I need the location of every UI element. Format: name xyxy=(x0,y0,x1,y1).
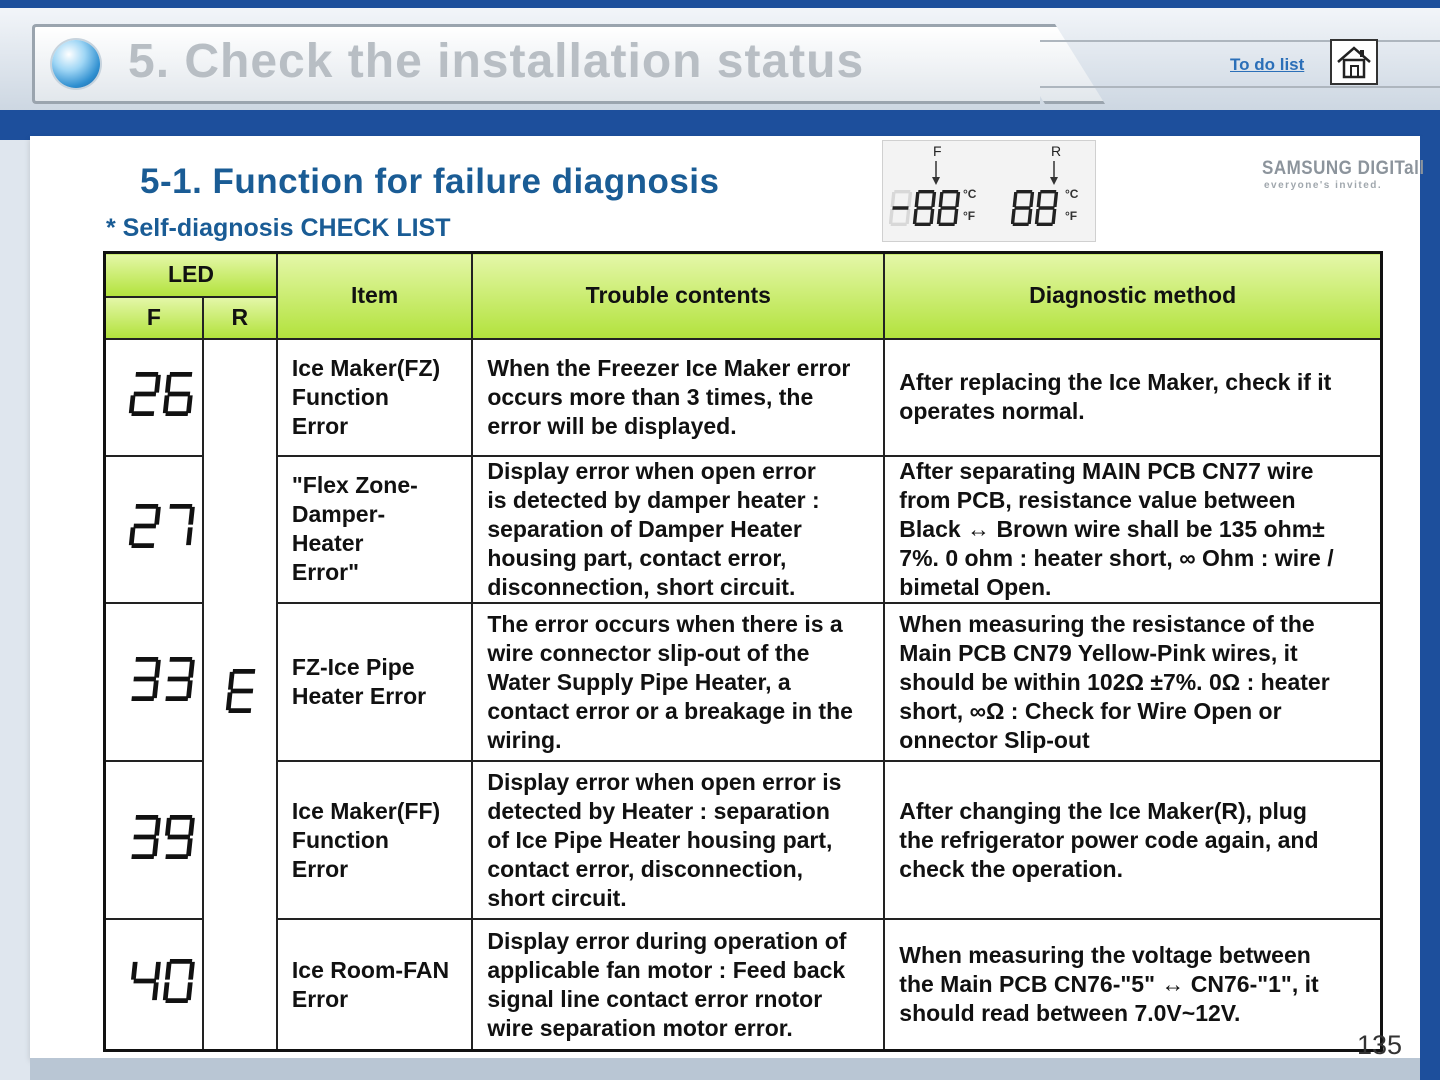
method-cell-line: When measuring the voltage between xyxy=(899,942,1311,969)
item-cell-line: "Flex Zone- xyxy=(291,472,418,499)
segment-a xyxy=(1040,190,1056,193)
segment-d xyxy=(891,223,907,226)
segment-a xyxy=(170,657,193,662)
table-row xyxy=(105,339,1382,456)
item-cell-line: Error xyxy=(291,855,349,882)
f-code-display xyxy=(120,807,200,867)
segment-f xyxy=(1037,192,1042,207)
trouble-cell xyxy=(472,339,884,456)
segment-e xyxy=(937,209,942,224)
table-row xyxy=(105,919,1382,1050)
trouble-cell-line: occurs more than 3 times, the xyxy=(487,383,814,410)
segment-b xyxy=(188,659,195,677)
segment-e xyxy=(889,209,894,224)
trouble-cell-line: Water Supply Pipe Heater, a xyxy=(487,668,791,695)
method-cell-line: After separating MAIN PCB CN77 wire xyxy=(899,457,1314,484)
segment-f xyxy=(228,672,235,690)
table-row xyxy=(105,761,1382,919)
segment-b xyxy=(188,507,195,525)
method-cell xyxy=(884,761,1381,919)
segment-g xyxy=(940,206,956,209)
item-cell-line: Heater xyxy=(291,530,364,557)
item-cell-line: Error xyxy=(291,985,349,1012)
f-code-display xyxy=(120,951,200,1011)
method-cell-line: Black ↔ Brown wire shall be 135 ohm± xyxy=(899,515,1325,542)
segment-b xyxy=(955,192,960,207)
item-cell-line: Ice Maker(FF) xyxy=(291,797,441,824)
segment-a xyxy=(136,815,159,820)
f-unit-c: °C xyxy=(963,187,977,201)
segment-f xyxy=(165,375,172,393)
trouble-cell-line: is detected by damper heater : xyxy=(487,486,820,513)
method-cell-line: 7%. 0 ohm : heater short, ∞ Ohm : wire / xyxy=(899,544,1334,571)
trouble-cell-line: When the Freezer Ice Maker error xyxy=(487,354,851,381)
segment-d xyxy=(939,223,955,226)
f-code-display xyxy=(120,496,200,556)
method-cell-line: the refrigerator power code again, and xyxy=(899,826,1319,853)
segment-b xyxy=(154,659,161,677)
segment-c xyxy=(929,209,934,224)
item-cell-line: Error xyxy=(291,412,349,439)
r-display-digits xyxy=(1011,184,1091,234)
r-unit-c: °C xyxy=(1065,187,1079,201)
trouble-cell-line: detected by Heater : separation xyxy=(487,797,830,824)
segment-b xyxy=(154,507,161,525)
segment-g xyxy=(916,206,932,209)
trouble-cell-line: separation of Damper Heater xyxy=(487,515,802,542)
segment-g xyxy=(133,676,156,681)
item-cell-line: FZ-Ice Pipe xyxy=(291,654,415,680)
segment-c xyxy=(186,838,193,856)
segment-c xyxy=(905,209,910,224)
checklist-label: * Self-diagnosis CHECK LIST xyxy=(106,214,451,242)
segment-e xyxy=(129,395,136,413)
segment-c xyxy=(152,838,159,856)
segment-g xyxy=(1038,206,1054,209)
method-cell-line: the Main PCB CN76-"5" ↔ CN76-"1", it xyxy=(899,971,1319,998)
trouble-cell xyxy=(472,603,884,761)
trouble-cell-line: Display error during operation of xyxy=(487,927,847,954)
segment-a xyxy=(136,504,159,509)
r-code-display xyxy=(219,661,269,721)
segment-b xyxy=(154,962,161,980)
segment-d xyxy=(1037,223,1053,226)
segment-d xyxy=(915,223,931,226)
method-cell-line: After replacing the Ice Maker, check if it xyxy=(899,369,1332,396)
item-cell-line: Heater Error xyxy=(291,683,427,709)
header-r: R xyxy=(203,297,277,339)
segment-c xyxy=(186,983,193,1001)
segment-a xyxy=(232,669,255,674)
f-code-cell xyxy=(105,456,203,603)
f-code-cell xyxy=(105,761,203,919)
segment-f xyxy=(165,962,172,980)
display-panel xyxy=(882,140,1096,242)
header-method: Diagnostic method xyxy=(884,253,1381,339)
segment-a xyxy=(1016,190,1032,193)
segment-c xyxy=(953,209,958,224)
segment-b xyxy=(1029,192,1034,207)
right-blue-strip xyxy=(1420,136,1440,1080)
trouble-cell-line: wire separation motor error. xyxy=(487,1014,793,1041)
segment-e xyxy=(913,209,918,224)
trouble-cell xyxy=(472,456,884,603)
method-cell-line: Main PCB CN79 Yellow-Pink wires, it xyxy=(899,639,1298,666)
r-unit-f: °F xyxy=(1065,209,1078,223)
segment-g xyxy=(230,688,253,693)
segment-g xyxy=(1014,206,1030,209)
segment-b xyxy=(154,375,161,393)
segment-a xyxy=(170,815,193,820)
segment-a xyxy=(942,190,958,193)
panel-f-label: F xyxy=(933,143,942,159)
section-subtitle: 5-1. Function for failure diagnosis xyxy=(140,162,720,201)
segment-f xyxy=(915,192,920,207)
method-cell-line: short, ∞Ω : Check for Wire Open or xyxy=(899,697,1282,724)
bottom-strip xyxy=(30,1058,1420,1080)
segment-c xyxy=(186,395,193,413)
segment-g xyxy=(133,834,156,839)
segment-f xyxy=(939,192,944,207)
trouble-cell-line: wire connector slip-out of the xyxy=(487,639,810,666)
trouble-cell-line: signal line contact error rnotor xyxy=(487,985,823,1012)
segment-a xyxy=(170,372,193,377)
trouble-cell-line: wiring. xyxy=(487,726,562,753)
segment-g xyxy=(167,391,190,396)
f-unit-f: °F xyxy=(963,209,976,223)
header-item: Item xyxy=(277,253,472,339)
segment-a xyxy=(136,657,159,662)
segment-d xyxy=(228,708,251,713)
top-blue-bar xyxy=(0,0,1440,8)
item-cell-line: Error" xyxy=(291,559,360,586)
brand-logo: SAMSUNG DIGITall xyxy=(1262,156,1425,179)
segment-d xyxy=(131,854,154,859)
segment-e xyxy=(163,395,170,413)
item-cell xyxy=(277,761,472,919)
segment-a xyxy=(170,959,193,964)
item-cell xyxy=(277,339,472,456)
item-cell-line: Ice Room-FAN xyxy=(291,956,450,983)
segment-e xyxy=(129,527,136,545)
home-icon xyxy=(1336,45,1372,79)
segment-a xyxy=(170,504,193,509)
header-f: F xyxy=(105,297,203,339)
segment-d xyxy=(131,696,154,701)
segment-d xyxy=(131,543,154,548)
trouble-cell-line: Display error when open error is xyxy=(487,768,842,795)
segment-c xyxy=(186,527,193,545)
segment-d xyxy=(131,411,154,416)
page-number: 135 xyxy=(1357,1030,1403,1060)
segment-d xyxy=(165,854,188,859)
home-button[interactable] xyxy=(1330,39,1378,85)
segment-d xyxy=(165,411,188,416)
segment-c xyxy=(1051,209,1056,224)
segment-a xyxy=(136,372,159,377)
segment-f xyxy=(1013,192,1018,207)
segment-f xyxy=(891,192,896,207)
item-cell-line: Function xyxy=(291,826,389,853)
trouble-cell-line: contact error, disconnection, xyxy=(487,855,804,882)
diagnosis-table xyxy=(103,251,1383,1052)
segment-e xyxy=(226,692,233,710)
header-trouble: Trouble contents xyxy=(472,253,884,339)
method-cell-line: from PCB, resistance value between xyxy=(899,486,1296,513)
method-cell xyxy=(884,919,1381,1050)
segment-b xyxy=(931,192,936,207)
trouble-cell-line: short circuit. xyxy=(487,884,627,911)
f-code-cell xyxy=(105,603,203,761)
segment-b xyxy=(188,818,195,836)
trouble-cell-line: Display error when open error xyxy=(487,457,816,484)
r-code-cell xyxy=(203,339,277,1051)
item-cell xyxy=(277,456,472,603)
item-cell-line: Function xyxy=(291,383,389,410)
segment-a xyxy=(894,190,910,193)
segment-d xyxy=(1013,223,1029,226)
segment-d xyxy=(165,998,188,1003)
method-cell-line: After changing the Ice Maker(R), plug xyxy=(899,797,1307,824)
item-cell-line: Ice Maker(FZ) xyxy=(291,354,441,381)
method-cell xyxy=(884,339,1381,456)
segment-g xyxy=(167,676,190,681)
method-cell xyxy=(884,603,1381,761)
method-cell-line: When measuring the resistance of the xyxy=(899,610,1315,637)
method-cell-line: bimetal Open. xyxy=(899,573,1052,600)
brand-tagline: everyone's invited. xyxy=(1264,180,1383,191)
item-cell-line: Damper- xyxy=(291,501,386,528)
segment-g xyxy=(133,523,156,528)
segment-g xyxy=(133,979,156,984)
trouble-cell xyxy=(472,761,884,919)
segment-f xyxy=(131,962,138,980)
f-code-cell xyxy=(105,919,203,1050)
to-do-list-link[interactable]: To do list xyxy=(1230,55,1305,74)
segment-e xyxy=(1035,209,1040,224)
segment-d xyxy=(165,696,188,701)
trouble-cell xyxy=(472,919,884,1050)
segment-b xyxy=(1053,192,1058,207)
segment-b xyxy=(907,192,912,207)
segment-b xyxy=(188,962,195,980)
trouble-cell-line: error will be displayed. xyxy=(487,412,737,439)
segment-g xyxy=(167,834,190,839)
f-code-cell xyxy=(105,339,203,456)
panel-r-label: R xyxy=(1051,143,1062,159)
segment-b xyxy=(154,818,161,836)
method-cell-line: should read between 7.0V~12V. xyxy=(899,1000,1241,1027)
f-code-display xyxy=(120,649,200,709)
header-led: LED xyxy=(105,253,277,297)
segment-g xyxy=(892,206,908,209)
segment-e xyxy=(1011,209,1016,224)
segment-g xyxy=(133,391,156,396)
item-cell xyxy=(277,919,472,1050)
table-row xyxy=(105,603,1382,761)
table-row xyxy=(105,456,1382,603)
segment-f xyxy=(165,818,172,836)
segment-c xyxy=(152,680,159,698)
globe-orb-icon xyxy=(52,40,100,88)
trouble-cell-line: disconnection, short circuit. xyxy=(487,573,796,600)
method-cell xyxy=(884,456,1381,603)
segment-e xyxy=(163,983,170,1001)
trouble-cell-line: housing part, contact error, xyxy=(487,544,787,571)
page-title: 5. Check the installation status xyxy=(128,35,865,88)
segment-c xyxy=(186,680,193,698)
trouble-cell-line: contact error or a breakage in the xyxy=(487,697,853,724)
method-cell-line: check the operation. xyxy=(899,855,1123,882)
method-cell-line: onnector Slip-out xyxy=(899,726,1090,753)
trouble-cell-line: The error occurs when there is a xyxy=(487,610,843,637)
segment-c xyxy=(1027,209,1032,224)
trouble-cell-line: of Ice Pipe Heater housing part, xyxy=(487,826,833,853)
method-cell-line: should be within 102Ω ±7%. 0Ω : heater xyxy=(899,668,1330,695)
f-code-display xyxy=(120,364,200,424)
item-cell xyxy=(277,603,472,761)
segment-a xyxy=(918,190,934,193)
method-cell-line: operates normal. xyxy=(899,398,1085,425)
segment-c xyxy=(152,983,159,1001)
trouble-cell-line: applicable fan motor : Feed back xyxy=(487,956,846,983)
